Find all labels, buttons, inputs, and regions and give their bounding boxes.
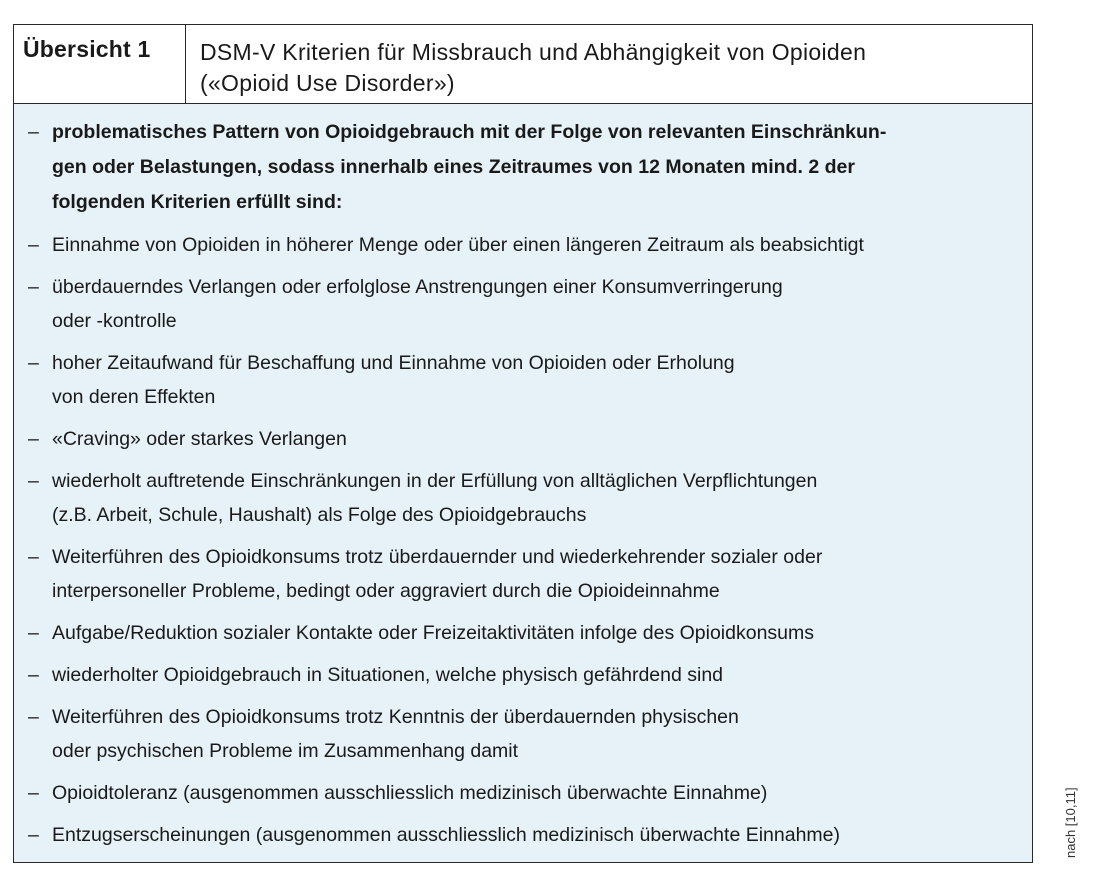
bullet-dash: – [28, 622, 39, 644]
criterion-item [14, 115, 1032, 220]
bullet-dash: – [28, 470, 39, 492]
criterion-text-line: Entzugserscheinungen (ausgenommen ausschliesslich medizinisch überwachte Einnahme) [52, 824, 841, 846]
criterion-item [14, 270, 1032, 338]
criterion-text-line: von deren Effekten [52, 386, 216, 408]
criterion-item [14, 818, 1032, 852]
bullet-dash: – [28, 546, 39, 568]
overview-label: Übersicht 1 [14, 25, 186, 103]
criterion-text-line: folgenden Kriterien erfüllt sind: [52, 191, 343, 213]
overview-title-line: DSM-V Kriterien für Missbrauch und Abhängigkeit von Opioiden [200, 39, 867, 65]
criterion-text-line: gen oder Belastungen, sodass innerhalb eines Zeitraumes von 12 Monaten mind. 2 der [52, 156, 855, 178]
overview-title-line: («Opioid Use Disorder») [200, 70, 455, 96]
source-note: nach [10,11] [1063, 787, 1078, 858]
criteria-list [14, 115, 1032, 860]
criterion-text-line: Weiterführen des Opioidkonsums trotz überdauernder und wiederkehrender sozialer oder [52, 546, 823, 568]
criterion-text-line: oder -kontrolle [52, 310, 177, 332]
criterion-text-line: wiederholter Opioidgebrauch in Situationen, welche physisch gefährdend sind [52, 664, 724, 686]
bullet-dash: – [28, 121, 39, 143]
criterion-text-line: hoher Zeitaufwand für Beschaffung und Einnahme von Opioiden oder Erholung [52, 352, 735, 374]
criterion-text-line: Aufgabe/Reduktion sozialer Kontakte oder Freizeitaktivitäten infolge des Opioidkonsums [52, 622, 815, 644]
criterion-text-line: «Craving» oder starkes Verlangen [52, 428, 347, 450]
criterion-text-line: Opioidtoleranz (ausgenommen ausschliesslich medizinisch überwachte Einnahme) [52, 782, 768, 804]
criterion-text-line: wiederholt auftretende Einschränkungen in der Erfüllung von alltäglichen Verpflichtungen [52, 470, 818, 492]
bullet-dash: – [28, 824, 39, 846]
overview-header [14, 25, 1032, 104]
bullet-dash: – [28, 706, 39, 728]
criterion-item [14, 228, 1032, 262]
criterion-item [14, 422, 1032, 456]
criterion-item [14, 464, 1032, 532]
criterion-item [14, 776, 1032, 810]
overview-box [13, 24, 1033, 863]
criterion-item [14, 616, 1032, 650]
bullet-dash: – [28, 352, 39, 374]
criterion-item [14, 540, 1032, 608]
bullet-dash: – [28, 276, 39, 298]
criterion-text-line: problematisches Pattern von Opioidgebrauch mit der Folge von relevanten Einschränkun- [52, 121, 887, 143]
criterion-item [14, 658, 1032, 692]
criterion-item [14, 346, 1032, 414]
overview-title [200, 37, 1022, 99]
criterion-text-line: interpersoneller Probleme, bedingt oder aggraviert durch die Opioideinnahme [52, 580, 720, 602]
criterion-text-line: (z.B. Arbeit, Schule, Haushalt) als Folge des Opioidgebrauchs [52, 504, 587, 526]
criterion-item [14, 700, 1032, 768]
criterion-text-line: überdauerndes Verlangen oder erfolglose Anstrengungen einer Konsumverringerung [52, 276, 783, 298]
criterion-text-line: oder psychischen Probleme im Zusammenhang damit [52, 740, 519, 762]
bullet-dash: – [28, 428, 39, 450]
criterion-text-line: Weiterführen des Opioidkonsums trotz Kenntnis der überdauernden physischen [52, 706, 739, 728]
bullet-dash: – [28, 234, 39, 256]
bullet-dash: – [28, 664, 39, 686]
criterion-text-line: Einnahme von Opioiden in höherer Menge oder über einen längeren Zeitraum als beabsichtigt [52, 234, 864, 256]
bullet-dash: – [28, 782, 39, 804]
